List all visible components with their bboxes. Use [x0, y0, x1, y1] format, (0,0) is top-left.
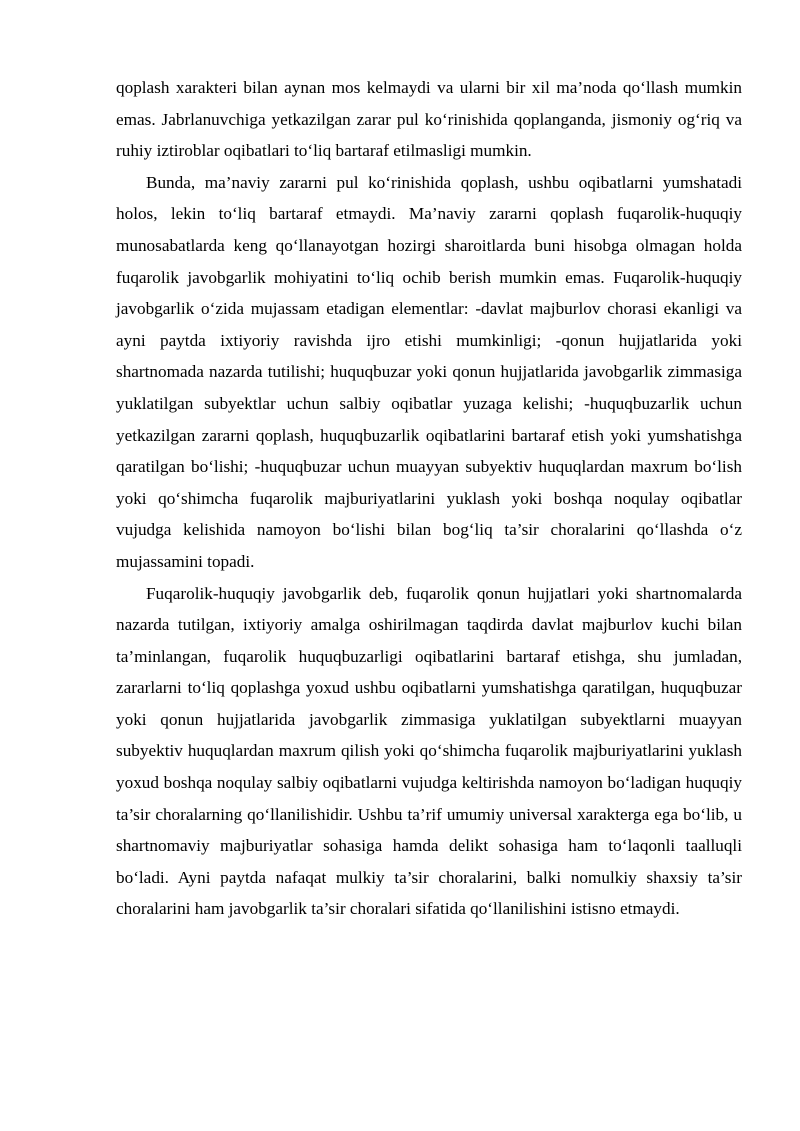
paragraph-continuation: qoplash xarakteri bilan aynan mos kelmaydi va ularni bir xil ma’noda qo‘llash mumkin emas. Jabrlanuvchiga yetkazilgan zarar pul ko‘rinishida qoplanganda, jismoniy og‘riq va ruhiy iztiroblar oqibatlari to‘liq bartaraf etilmasligi mumkin.: [116, 78, 742, 161]
paragraph-moral-damage: Bunda, ma’naviy zararni pul ko‘rinishida qoplash, ushbu oqibatlarni yumshatadi holos, lekin to‘liq bartaraf etmaydi. Ma’naviy zararni qoplash fuqarolik-huquqiy munosabatlarda keng qo‘llanayotgan hozirgi sharoitlarda buni hisobga olmagan holda fuqarolik javobgarlik mohiyatini to‘liq ochib berish mumkin emas. Fuqarolik-huquqiy javobgarlik o‘zida mujassam etadigan elementlar: -davlat majburlov chorasi ekanligi va ayni paytda ixtiyoriy ravishda ijro etishi mumkinligi; -qonun hujjatlarida yoki shartnomada nazarda tutilishi; huquqbuzar yoki qonun hujjatlarida javobgarlik zimmasiga yuklatilgan subyektlar uchun salbiy oqibatlar yuzaga kelishi; -huquqbuzarlik uchun yetkazilgan zararni qoplash, huquqbuzarlik oqibatlarini bartaraf etish yoki yumshatishga qaratilgan bo‘lishi; -huquqbuzar uchun muayyan subyektiv huquqlardan maxrum bo‘lish yoki qo‘shimcha fuqarolik majburiyatlarini yuklash yoki boshqa noqulay oqibatlar vujudga kelishida namoyon bo‘lishi bilan bog‘liq ta’sir choralarini qo‘llashda o‘z mujassamini topadi.: [116, 172, 742, 571]
paragraph-civil-liability-definition: Fuqarolik-huquqiy javobgarlik deb, fuqarolik qonun hujjatlari yoki shartnomalarda nazarda tutilgan, ixtiyoriy amalga oshirilmagan taqdirda davlat majburlov kuchi bilan ta’minlangan, fuqarolik huquqbuzarligi oqibatlarini bartaraf etishga, shu jumladan, zararlarni to‘liq qoplashga yoxud ushbu oqibatlarni yumshatishga qaratilgan, huquqbuzar yoki qonun hujjatlarida javobgarlik zimmasiga yuklatilgan subyektlarni muayyan subyektiv huquqlardan maxrum qilish yoki qo‘shimcha fuqarolik majburiyatlarini yuklash yoxud boshqa noqulay salbiy oqibatlarni vujudga keltirishda namoyon bo‘ladigan huquqiy ta’sir choralarning qo‘llanilishidir. Ushbu ta’rif umumiy universal xarakterga ega bo‘lib, u shartnomaviy majburiyatlar sohasiga hamda delikt sohasiga ham to‘laqonli taalluqli bo‘ladi. Ayni paytda nafaqat mulkiy ta’sir choralarini, balki nomulkiy shaxsiy ta’sir choralarini ham javobgarlik ta’sir choralari sifatida qo‘llanilishini istisno etmaydi.: [116, 583, 742, 919]
document-body: [116, 72, 742, 925]
